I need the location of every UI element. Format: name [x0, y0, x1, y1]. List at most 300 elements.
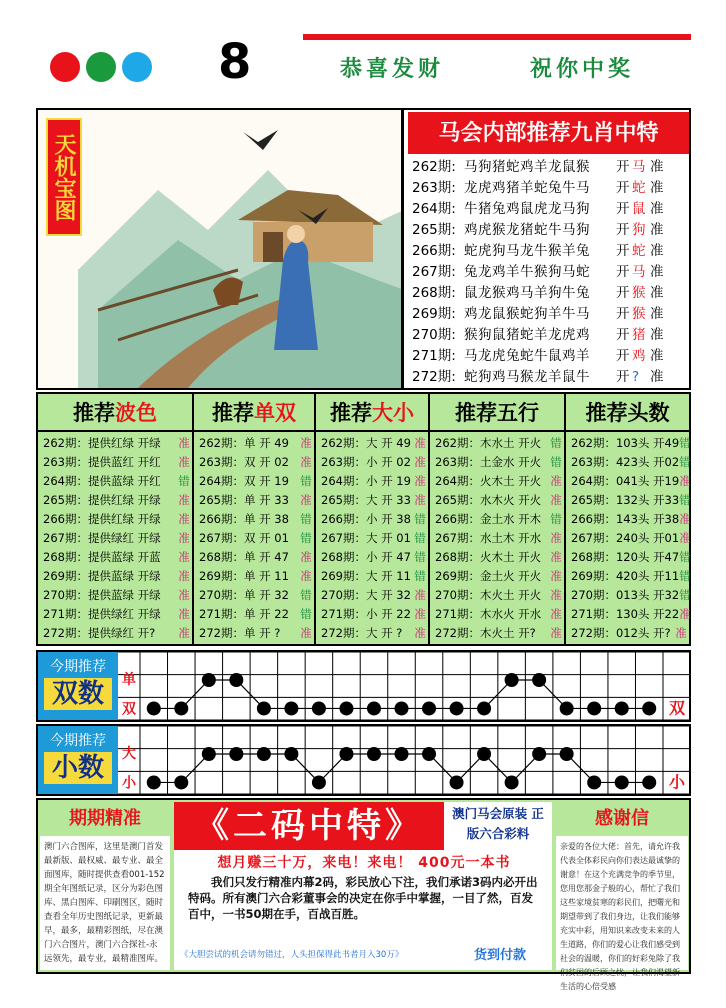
head-row: [566, 624, 689, 643]
zodiac-period: 267期:: [412, 264, 456, 280]
zodiac-period: 272期:: [412, 369, 456, 385]
zodiac-animals: 牛猪兔鸡鼠虎龙马狗: [464, 201, 590, 217]
zodiac-mark: 准: [650, 306, 664, 322]
bigsmall-row: [316, 510, 428, 529]
head-row: [566, 491, 689, 510]
center-panel: [174, 802, 552, 970]
head-row-mark: 错: [679, 588, 691, 602]
trend-dot: [202, 673, 216, 687]
trend-dot: [505, 775, 519, 789]
elements-row: [430, 567, 564, 586]
bigsmall-row-text: 268期：小 开 47: [321, 550, 411, 564]
bigsmall-row-mark: 错: [414, 550, 426, 564]
zodiac-open-word: 开: [616, 222, 630, 238]
oddeven-row-text: 263期：双 开 02: [199, 455, 289, 469]
wave-row: [38, 453, 192, 472]
bigsmall-row: [316, 491, 428, 510]
oddeven-row-text: 262期：单 开 49: [199, 436, 289, 450]
elements-row: [430, 605, 564, 624]
top-section: [36, 108, 691, 390]
oddeven-row-mark: 准: [300, 493, 312, 507]
head-row-text: 269期：420头 开11: [571, 569, 680, 583]
zodiac-period: 269期:: [412, 306, 456, 322]
elements-row-text: 271期：木水火 开水: [435, 607, 542, 621]
thanks-letter-title: 感谢信: [556, 802, 688, 836]
zodiac-result: ?: [632, 369, 640, 385]
zodiac-result: 狗: [632, 222, 646, 238]
trend-dot: [257, 701, 271, 715]
wave-row: [38, 472, 192, 491]
zodiac-open-word: 开: [616, 201, 630, 217]
head-row-text: 267期：240头 开01: [571, 531, 680, 545]
trend-dot: [615, 775, 629, 789]
bigsmall-row: [316, 567, 428, 586]
bigsmall-row-text: 265期：大 开 33: [321, 493, 411, 507]
bigsmall-row-mark: 准: [414, 474, 426, 488]
trend-dot: [532, 747, 546, 761]
trend-dot: [395, 701, 409, 715]
zodiac-mark: 准: [650, 264, 664, 280]
elements-row: [430, 491, 564, 510]
ad-footnote: 《大胆尝试的机会请勿错过，人头担保得此书者月入30万》: [180, 950, 404, 960]
oddeven-row: [194, 510, 314, 529]
bigsmall-row-mark: 准: [414, 436, 426, 450]
zodiac-period: 266期:: [412, 243, 456, 259]
elements-row-mark: 准: [550, 588, 562, 602]
elements-row-text: 262期：木水土 开火: [435, 436, 542, 450]
wave-row: [38, 510, 192, 529]
blue-dot: [122, 52, 152, 82]
zodiac-open-word: 开: [616, 285, 630, 301]
zodiac-title: 马会内部推荐九肖中特: [408, 112, 689, 154]
wave-row-mark: 准: [178, 569, 190, 583]
head-row-text: 270期：013头 开32: [571, 588, 680, 602]
zodiac-mark: 准: [650, 201, 664, 217]
trend-dot: [587, 701, 601, 715]
bigsmall-row-mark: 准: [414, 588, 426, 602]
green-dot: [86, 52, 116, 82]
elements-row-mark: 错: [550, 436, 562, 450]
head-row-text: 265期：132头 开33: [571, 493, 680, 507]
wave-row-mark: 准: [178, 607, 190, 621]
zodiac-animals: 蛇狗鸡马猴龙羊鼠牛: [464, 369, 590, 385]
slogan-right: 祝你中奖: [530, 56, 635, 82]
wave-row-mark: 准: [178, 455, 190, 469]
bigsmall-row-text: 262期：大 开 49: [321, 436, 411, 450]
ad-subtitle: 想月赚三十万，来电！来电！ 400元一本书: [217, 855, 511, 871]
zodiac-result: 鼠: [632, 201, 646, 217]
head-row-mark: 错: [679, 436, 691, 450]
elements-row-mark: 准: [550, 607, 562, 621]
zodiac-mark: 准: [650, 243, 664, 259]
elements-row-text: 270期：木火土 开火: [435, 588, 542, 602]
zodiac-animals: 鼠龙猴鸡马羊狗牛兔: [464, 285, 590, 301]
head-row-mark: 错: [679, 493, 691, 507]
wave-row: [38, 491, 192, 510]
trend-dot: [642, 701, 656, 715]
oddeven-row-mark: 准: [300, 455, 312, 469]
pay-on-delivery: 货到付款: [474, 948, 527, 963]
landscape-illustration: [38, 110, 404, 388]
bigsmall-row: [316, 624, 428, 643]
trend-dot: [174, 701, 188, 715]
trend-dot: [587, 775, 601, 789]
bigsmall-trend-label: 今期推荐 小数: [38, 726, 118, 794]
bigsmall-row-mark: 错: [414, 569, 426, 583]
wave-row: [38, 624, 192, 643]
zodiac-mark: 准: [650, 159, 664, 175]
wave-header: 推荐波色: [38, 394, 192, 432]
oddeven-row-mark: 准: [300, 626, 312, 640]
left-panel: [40, 802, 170, 970]
col-oddeven: [194, 394, 316, 644]
bigsmall-row-text: 271期：小 开 22: [321, 607, 411, 621]
elements-row-text: 264期：火木土 开火: [435, 474, 542, 488]
head-row-mark: 错: [679, 550, 691, 564]
trend-dot: [339, 747, 353, 761]
zodiac-open-word: 开: [616, 159, 630, 175]
right-panel: [556, 802, 688, 991]
bigsmall-trend-grid: [118, 726, 689, 794]
zodiac-animals: 蛇虎狗马龙牛猴羊兔: [464, 243, 590, 259]
trend-dot: [560, 747, 574, 761]
bigsmall-row: [316, 453, 428, 472]
wave-row-text: 265期：提供红绿 开绿: [43, 493, 161, 507]
side-note: 澳门马会原装 正版六合彩料: [452, 806, 544, 841]
trend-row-top-label: 单: [122, 672, 136, 688]
zodiac-mark: 准: [650, 348, 664, 364]
zodiac-row: [412, 199, 688, 220]
oddeven-row: [194, 548, 314, 567]
trend-dot: [229, 673, 243, 687]
header-red-line: [303, 34, 691, 40]
oddeven-row-mark: 错: [300, 512, 312, 526]
left-panel-title: 期期精准: [40, 802, 170, 836]
zodiac-result: 鸡: [632, 348, 646, 364]
bigsmall-row-mark: 准: [414, 493, 426, 507]
trend-dot: [284, 747, 298, 761]
oddeven-trend: [36, 650, 691, 722]
head-row: [566, 529, 689, 548]
elements-row-text: 265期：水木火 开火: [435, 493, 542, 507]
oddeven-row-mark: 错: [300, 474, 312, 488]
oddeven-row: [194, 434, 314, 453]
oddeven-row-mark: 准: [300, 550, 312, 564]
zodiac-open-word: 开: [616, 243, 630, 259]
trend-dot: [642, 775, 656, 789]
trend-dot: [367, 701, 381, 715]
oddeven-row-text: 264期：双 开 19: [199, 474, 289, 488]
zodiac-period: 264期:: [412, 201, 456, 217]
zodiac-row: [412, 220, 688, 241]
zodiac-mark: 准: [650, 222, 664, 238]
zodiac-open-word: 开: [616, 369, 630, 385]
zodiac-row: [412, 178, 688, 199]
trend-dot: [312, 701, 326, 715]
zodiac-result: 猴: [632, 285, 646, 301]
trend-dot: [395, 747, 409, 761]
trend-dot: [202, 747, 216, 761]
elements-row-mark: 准: [550, 531, 562, 545]
head-row-text: 263期：423头 开02: [571, 455, 680, 469]
elements-header: 推荐五行: [430, 394, 564, 432]
head-row: [566, 567, 689, 586]
zodiac-open-word: 开: [616, 180, 630, 196]
wave-row-text: 272期：提供绿红 开?: [43, 626, 156, 640]
trend-dot: [257, 747, 271, 761]
bigsmall-row-mark: 准: [414, 455, 426, 469]
tianji-title: 天机宝图: [46, 118, 82, 236]
thanks-letter-body: 亲爱的各位大佬：首先，请允许我代表全体彩民向你们表达最诚挚的谢意！在这个充满竞争的季节里，您用您那金子般的心，帮忙了我们这些家境贫寒的彩民们，把曙光和期望带到了我们身边，让我们能够充实中彩，用知识来改变未来的人生道路，你们的爱心让我们感受到社会的温暖，你们的好彩兔除了我们贫困的后顾之忧，让我们渴望新生活的心倍受感: [560, 842, 680, 991]
bigsmall-row-mark: 错: [414, 531, 426, 545]
zodiac-period: 270期:: [412, 327, 456, 343]
oddeven-row: [194, 567, 314, 586]
zodiac-animals: 马狗猪蛇鸡羊龙鼠猴: [464, 159, 590, 175]
wave-row-text: 263期：提供蓝红 开红: [43, 455, 161, 469]
col-head: [566, 394, 689, 644]
bigsmall-row-text: 272期：大 开 ?: [321, 626, 403, 640]
oddeven-row: [194, 472, 314, 491]
oddeven-row: [194, 491, 314, 510]
zodiac-row: [412, 241, 688, 262]
wave-row-mark: 错: [178, 474, 190, 488]
zodiac-period: 265期:: [412, 222, 456, 238]
wave-row-mark: 准: [178, 550, 190, 564]
wave-row-text: 270期：提供蓝绿 开绿: [43, 588, 161, 602]
oddeven-row-mark: 错: [300, 607, 312, 621]
bigsmall-row-text: 264期：小 开 19: [321, 474, 411, 488]
elements-row: [430, 434, 564, 453]
wave-row-mark: 准: [178, 493, 190, 507]
trend-dot: [147, 775, 161, 789]
wave-row: [38, 586, 192, 605]
trend-row-bottom-label: 双: [122, 701, 136, 718]
wave-row-text: 271期：提供绿红 开绿: [43, 607, 161, 621]
wave-row-text: 267期：提供绿红 开绿: [43, 531, 161, 545]
zodiac-row: [412, 262, 688, 283]
head-row: [566, 472, 689, 491]
zodiac-period: 271期:: [412, 348, 456, 364]
trend-dot: [532, 673, 546, 687]
head-row-mark: 准: [679, 607, 691, 621]
elements-row-mark: 准: [550, 550, 562, 564]
oddeven-row: [194, 453, 314, 472]
elements-row-mark: 错: [550, 455, 562, 469]
oddeven-row-text: 268期：单 开 47: [199, 550, 289, 564]
col-wave: [38, 394, 194, 644]
zodiac-animals: 鸡虎猴龙猪蛇牛马狗: [464, 222, 590, 238]
bigsmall-row-text: 267期：大 开 01: [321, 531, 411, 545]
bigsmall-row: [316, 434, 428, 453]
head-row: [566, 605, 689, 624]
zodiac-mark: 准: [650, 327, 664, 343]
zodiac-mark: 准: [650, 180, 664, 196]
head-row-text: 266期：143头 开38: [571, 512, 680, 526]
head-row-text: 262期：103头 开49: [571, 436, 680, 450]
bigsmall-row: [316, 548, 428, 567]
wave-row: [38, 434, 192, 453]
elements-row-mark: 准: [550, 493, 562, 507]
trend-dot: [505, 673, 519, 687]
bigsmall-row-text: 270期：大 开 32: [321, 588, 411, 602]
trend-dot: [367, 747, 381, 761]
bigsmall-row-mark: 准: [414, 607, 426, 621]
bottom-section: [36, 798, 691, 991]
bigsmall-row: [316, 472, 428, 491]
elements-row-text: 268期：火木土 开火: [435, 550, 542, 564]
oddeven-row-mark: 错: [300, 531, 312, 545]
oddeven-row-text: 269期：单 开 11: [199, 569, 289, 583]
trend-dot: [422, 701, 436, 715]
oddeven-trend-grid: [118, 652, 689, 720]
col-bigsmall: [316, 394, 430, 644]
trend-dot: [284, 701, 298, 715]
zodiac-result: 蛇: [632, 180, 646, 196]
slogan-left: 恭喜发财: [340, 56, 445, 82]
elements-row: [430, 453, 564, 472]
elements-row: [430, 586, 564, 605]
zodiac-mark: 准: [650, 285, 664, 301]
zodiac-row: [412, 325, 688, 346]
zodiac-animals: 兔龙鸡羊牛猴狗马蛇: [464, 264, 590, 280]
oddeven-row-text: 272期：单 开 ?: [199, 626, 281, 640]
trend-dot: [312, 775, 326, 789]
zodiac-row: [412, 346, 688, 367]
oddeven-row-text: 267期：双 开 01: [199, 531, 289, 545]
wave-row-mark: 准: [178, 626, 190, 640]
head-row-mark: 准: [679, 512, 691, 526]
trend-dot: [229, 747, 243, 761]
wave-row-text: 268期：提供蓝绿 开蓝: [43, 550, 161, 564]
head-row-mark: 错: [679, 455, 691, 469]
head-row-text: 271期：130头 开22: [571, 607, 680, 621]
elements-row-mark: 准: [550, 626, 562, 640]
zodiac-list: [412, 157, 688, 388]
oddeven-row-text: 270期：单 开 32: [199, 588, 289, 602]
bigsmall-row: [316, 529, 428, 548]
elements-row: [430, 548, 564, 567]
oddeven-row: [194, 624, 314, 643]
head-row: [566, 548, 689, 567]
oddeven-row-text: 266期：单 开 38: [199, 512, 289, 526]
wave-row-text: 264期：提供蓝绿 开红: [43, 474, 161, 488]
zodiac-period: 262期:: [412, 159, 456, 175]
elements-row-text: 263期：土金水 开火: [435, 455, 542, 469]
oddeven-row-mark: 准: [300, 569, 312, 583]
treasure-picture: [38, 110, 404, 388]
zodiac-mark: 准: [650, 369, 664, 385]
oddeven-row-mark: 错: [300, 588, 312, 602]
oddeven-header: 推荐单双: [194, 394, 314, 432]
oddeven-row: [194, 529, 314, 548]
head-header: 推荐头数: [566, 394, 689, 432]
zodiac-result: 猪: [632, 327, 646, 343]
trend-dot: [560, 701, 574, 715]
zodiac-result: 马: [632, 264, 646, 280]
zodiac-animals: 猴狗鼠猪蛇羊龙虎鸡: [464, 327, 590, 343]
elements-row: [430, 472, 564, 491]
oddeven-row: [194, 586, 314, 605]
head-row-mark: 准: [679, 474, 691, 488]
wave-row-mark: 准: [178, 512, 190, 526]
zodiac-result: 蛇: [632, 243, 646, 259]
wave-row-text: 269期：提供蓝绿 开绿: [43, 569, 161, 583]
head-row: [566, 453, 689, 472]
wave-row: [38, 548, 192, 567]
zodiac-animals: 马龙虎兔蛇牛鼠鸡羊: [464, 348, 590, 364]
elements-row-mark: 准: [550, 569, 562, 583]
zodiac-open-word: 开: [616, 327, 630, 343]
zodiac-open-word: 开: [616, 348, 630, 364]
issue-number: 8: [218, 34, 252, 90]
trend-dot: [477, 701, 491, 715]
zodiac-row: [412, 304, 688, 325]
zodiac-period: 263期:: [412, 180, 456, 196]
zodiac-period: 268期:: [412, 285, 456, 301]
ad-body: 我们只发行精准内幕2码，彩民放心下注，我们承诺3码内必开出特码。所有澳门六合彩董事会的决定在你手中掌握，一目了然，百发百中，一书50期在手，百战百胜。: [188, 875, 538, 921]
left-panel-body: 澳门六合图库，这里是澳门首发最新版、最权威、最专业、最全面图库，随时提供查看001-152期全年图纸记录，区分为彩色图库、黑白图库、印刷图区，随时查看全年历史图纸记录，更新最早，最多，最精彩图纸，尽在澳门六合图片，澳门六合探社-永远领先，最专业，最精准图库。: [44, 842, 165, 964]
bigsmall-row-text: 266期：小 开 38: [321, 512, 411, 526]
elements-row: [430, 624, 564, 643]
wave-row-mark: 准: [178, 588, 190, 602]
red-dot: [50, 52, 80, 82]
trend-dot: [422, 747, 436, 761]
head-row: [566, 434, 689, 453]
trend-row-bottom-label: 小: [122, 775, 136, 792]
bigsmall-row-mark: 准: [414, 626, 426, 640]
head-row-text: 272期：012头 开?: [571, 626, 671, 640]
wave-row-mark: 准: [178, 531, 190, 545]
elements-row: [430, 510, 564, 529]
head-row-mark: 错: [679, 569, 691, 583]
bigsmall-trend: [36, 724, 691, 796]
zodiac-open-word: 开: [616, 264, 630, 280]
zodiac-animals: 龙虎鸡猪羊蛇兔牛马: [464, 180, 590, 196]
trend-end-label: 小: [669, 772, 686, 792]
zodiac-row: [412, 367, 688, 388]
wave-row-mark: 准: [178, 436, 190, 450]
elements-row-text: 269期：金土火 开火: [435, 569, 542, 583]
trend-dot: [477, 747, 491, 761]
head-row-text: 264期：041头 开19: [571, 474, 680, 488]
trend-dot: [615, 701, 629, 715]
bigsmall-header: 推荐大小: [316, 394, 428, 432]
trend-row-top-label: 大: [122, 746, 136, 762]
oddeven-row-text: 265期：单 开 33: [199, 493, 289, 507]
head-row-mark: 准: [675, 626, 687, 640]
bigsmall-row-text: 269期：大 开 11: [321, 569, 411, 583]
head-row: [566, 510, 689, 529]
two-code-title: 《二码中特》: [174, 802, 444, 850]
zodiac-open-word: 开: [616, 306, 630, 322]
trend-dot: [147, 701, 161, 715]
oddeven-row-text: 271期：单 开 22: [199, 607, 289, 621]
wave-row-text: 266期：提供红绿 开绿: [43, 512, 161, 526]
head-row-mark: 准: [679, 531, 691, 545]
zodiac-row: [412, 283, 688, 304]
wave-row-text: 262期：提供红绿 开绿: [43, 436, 161, 450]
oddeven-row: [194, 605, 314, 624]
elements-row-text: 272期：木火土 开?: [435, 626, 536, 640]
zodiac-row: [412, 157, 688, 178]
elements-row: [430, 529, 564, 548]
bigsmall-row: [316, 605, 428, 624]
bigsmall-row-text: 263期：小 开 02: [321, 455, 411, 469]
head-row: [566, 586, 689, 605]
bigsmall-row: [316, 586, 428, 605]
wave-row: [38, 567, 192, 586]
oddeven-row-mark: 准: [300, 436, 312, 450]
